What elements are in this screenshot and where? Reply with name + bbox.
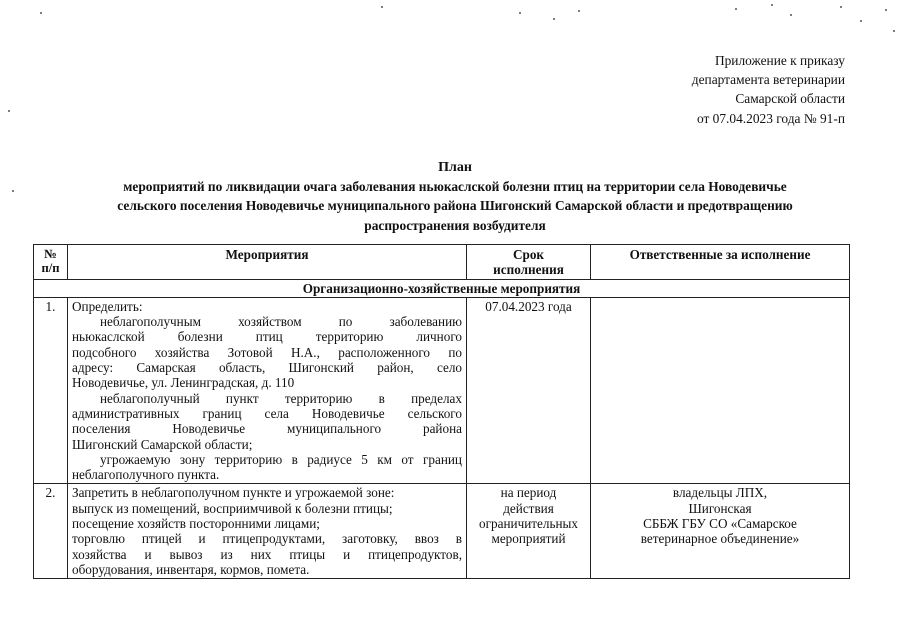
- title-line: мероприятий по ликвидации очага заболевания ньюкаслской болезни птиц на территории села Новодевичье: [123, 179, 787, 195]
- row-term: 07.04.2023 года: [467, 297, 591, 484]
- appendix-line: Приложение к приказу: [714, 53, 845, 68]
- measure-line: неблагополучным хозяйством по заболеванию: [100, 314, 462, 330]
- header-term: [467, 245, 591, 280]
- responsible-line: СББЖ ГБУ СО «Самарское: [643, 516, 797, 532]
- row-term: [467, 484, 591, 579]
- scan-speck: [381, 6, 383, 8]
- scan-speck: [790, 14, 792, 16]
- responsible-line: ветеринарное объединение»: [640, 531, 800, 547]
- title-line: распространения возбудителя: [364, 217, 546, 233]
- row-number: 2.: [34, 484, 68, 579]
- row-number: 1.: [34, 297, 68, 484]
- measure-line: подсобного хозяйства Зотовой Н.А., расположенного по: [72, 344, 462, 360]
- scan-speck: [578, 10, 580, 12]
- measure-line: Новодевичье, ул. Ленинградская, д. 110: [72, 375, 295, 391]
- scan-speck: [885, 9, 887, 11]
- term-line: на период: [500, 485, 557, 501]
- header-number: [34, 245, 68, 280]
- measure-line: хозяйства и вывоз из них птицы и птицепродуктов,: [72, 546, 462, 562]
- appendix-line: Самарской области: [735, 91, 845, 107]
- scan-speck: [519, 12, 521, 14]
- header-measures: Мероприятия: [68, 245, 467, 280]
- term-line: ограничительных: [479, 516, 578, 532]
- section-title: Организационно-хозяйственные мероприятия: [34, 279, 850, 297]
- scan-speck: [40, 12, 42, 14]
- scan-speck: [8, 110, 10, 112]
- header-responsible: Ответственные за исполнение: [591, 245, 850, 280]
- responsible-line: Шигонская: [688, 500, 752, 516]
- scan-speck: [553, 18, 555, 20]
- measure-line: ньюкаслской болезни птиц территорию личного: [72, 329, 462, 345]
- section-row: [34, 279, 850, 297]
- row-responsible: [591, 297, 850, 484]
- measure-line: Шигонский Самарской области;: [72, 436, 253, 452]
- row-measure: [68, 297, 467, 484]
- header-number-line: №: [44, 247, 57, 261]
- measure-line: адресу: Самарская область, Шигонский район, село: [72, 360, 462, 376]
- appendix-line: департамента ветеринарии: [691, 72, 845, 88]
- header-term-line: исполнения: [493, 262, 564, 278]
- measure-line: Определить:: [72, 298, 143, 314]
- title-line: сельского поселения Новодевичье муниципального района Шигонский Самарской области и предотвращению: [117, 198, 793, 214]
- scan-speck: [893, 30, 895, 32]
- header-number-line: п/п: [41, 261, 60, 275]
- scan-speck: [735, 8, 737, 10]
- measure-line: выпуск из помещений, восприимчивой к болезни птицы;: [72, 500, 393, 516]
- plan-table: [33, 244, 850, 579]
- measure-line: посещение хозяйств посторонними лицами;: [72, 516, 320, 532]
- appendix-line: от 07.04.2023 года № 91-п: [696, 110, 845, 126]
- measure-line: торговлю птицей и птицепродуктами, заготовку, ввоз в: [72, 531, 462, 547]
- table-row: [34, 484, 850, 579]
- appendix-reference: [692, 51, 845, 128]
- title-heading: План: [438, 160, 472, 175]
- row-responsible: [591, 484, 850, 579]
- scan-speck: [840, 6, 842, 8]
- table-row: [34, 297, 850, 484]
- measure-line: неблагополучного пункта.: [72, 467, 220, 483]
- header-term-line: Срок: [512, 247, 545, 262]
- measure-line: поселения Новодевичье муниципального района: [72, 421, 462, 437]
- header-row: [34, 245, 850, 280]
- responsible-line: владельцы ЛПХ,: [672, 485, 768, 501]
- measure-line: Запретить в неблагополучном пункте и угрожаемой зоне:: [72, 485, 395, 501]
- measure-line: неблагополучный пункт территорию в пределах: [100, 390, 462, 406]
- term-line: мероприятий: [491, 531, 566, 547]
- measure-line: оборудования, инвентаря, кормов, помета.: [72, 561, 310, 577]
- measure-line: административных границ села Новодевичье сельского: [72, 405, 462, 421]
- measure-line: угрожаемую зону территорию в радиусе 5 км от границ: [100, 451, 462, 467]
- row-measure: [68, 484, 467, 579]
- scan-speck: [860, 20, 862, 22]
- term-line: действия: [503, 500, 554, 516]
- document-title: [60, 158, 850, 235]
- scan-speck: [12, 190, 14, 192]
- scan-speck: [771, 4, 773, 6]
